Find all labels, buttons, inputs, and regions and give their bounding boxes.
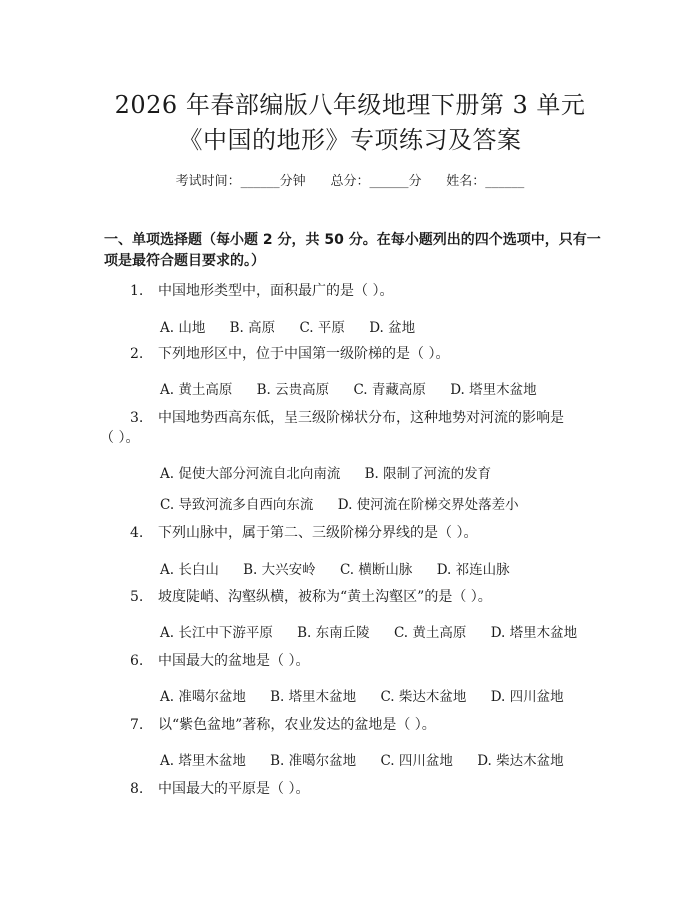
option-d: D. 四川盆地: [490, 689, 564, 705]
option-b: B. 大兴安岭: [243, 562, 316, 578]
question-4: [104, 521, 604, 545]
question-text-continued: （ ）。: [100, 430, 140, 446]
option-c: C. 青藏高原: [353, 382, 426, 398]
option-c: C. 黄土高原: [393, 625, 467, 641]
exam-time: 考试时间：______分钟: [175, 174, 306, 189]
exam-meta: [0, 170, 700, 189]
option-d: D. 盆地: [369, 320, 416, 336]
question-number: 2.: [130, 346, 144, 362]
option-c: C. 四川盆地: [380, 753, 453, 769]
option-b: B. 高原: [229, 320, 276, 336]
question-5-options: [160, 621, 597, 641]
question-number: 3.: [130, 410, 144, 426]
option-a: A. 长白山: [160, 562, 219, 578]
document-title-line1: 2026 年春部编版八年级地理下册第 3 单元: [114, 91, 586, 119]
question-7-options: [160, 749, 584, 769]
question-number: 4.: [130, 525, 144, 541]
option-c: C. 导致河流多自西向东流: [160, 497, 314, 513]
option-b: B. 云贵高原: [256, 382, 330, 398]
question-text: 以“紫色盆地”著称，农业发达的盆地是（ ）。: [158, 717, 436, 733]
option-a: A. 黄土高原: [160, 382, 233, 398]
option-c: C. 柴达木盆地: [380, 689, 467, 705]
option-d: D. 塔里木盆地: [490, 625, 578, 641]
question-text: 中国地形类型中，面积最广的是（ ）。: [158, 283, 394, 299]
question-text: 下列山脉中，属于第二、三级阶梯分界线的是（ ）。: [158, 525, 478, 541]
question-2: [104, 342, 604, 366]
question-8: [104, 777, 604, 801]
option-d: D. 祁连山脉: [436, 562, 510, 578]
question-3-continuation: [100, 426, 600, 450]
exam-total-score: 总分：______分: [330, 174, 422, 189]
option-d: D. 塔里木盆地: [450, 382, 537, 398]
option-a: A. 山地: [160, 320, 206, 336]
option-b: B. 准噶尔盆地: [270, 753, 357, 769]
question-number: 5.: [130, 589, 144, 605]
question-1: [104, 279, 604, 303]
option-d: D. 使河流在阶梯交界处落差小: [337, 497, 519, 513]
option-a: A. 准噶尔盆地: [160, 689, 246, 705]
question-6: [104, 649, 604, 673]
question-number: 1.: [130, 283, 144, 299]
question-text: 中国最大的平原是（ ）。: [158, 781, 310, 797]
section-heading: 一、单项选择题（每小题 2 分，共 50 分。在每小题列出的四个选项中，只有一项是最符合题目要求的。）: [104, 232, 601, 269]
question-7: [104, 713, 604, 737]
option-b: B. 限制了河流的发育: [364, 466, 492, 482]
option-a: A. 塔里木盆地: [160, 753, 246, 769]
question-5: [104, 585, 604, 609]
option-a: A. 促使大部分河流自北向南流: [160, 466, 341, 482]
option-b: B. 塔里木盆地: [270, 689, 357, 705]
question-text: 中国最大的盆地是（ ）。: [158, 653, 310, 669]
question-6-options: [160, 685, 584, 705]
question-number: 6.: [130, 653, 144, 669]
question-number: 7.: [130, 717, 144, 733]
option-a: A. 长江中下游平原: [160, 625, 273, 641]
question-3-options-row1: [160, 462, 511, 482]
option-d: D. 柴达木盆地: [477, 753, 564, 769]
option-c: C. 平原: [299, 320, 345, 336]
question-text: 下列地形区中，位于中国第一级阶梯的是（ ）。: [158, 346, 450, 362]
exam-name: 姓名：______: [446, 174, 525, 189]
document-title-line2: 《中国的地形》专项练习及答案: [178, 126, 522, 154]
question-3-options-row2: [160, 493, 539, 513]
question-text: 坡度陡峭、沟壑纵横，被称为“黄土沟壑区”的是（ ）。: [158, 589, 492, 605]
question-text: 中国地势西高东低，呈三级阶梯状分布，这种地势对河流的影响是: [158, 410, 564, 426]
option-c: C. 横断山脉: [339, 562, 413, 578]
option-b: B. 东南丘陵: [297, 625, 370, 641]
question-number: 8.: [130, 781, 144, 797]
question-1-options: [160, 316, 435, 336]
question-4-options: [160, 558, 530, 578]
question-2-options: [160, 378, 557, 398]
